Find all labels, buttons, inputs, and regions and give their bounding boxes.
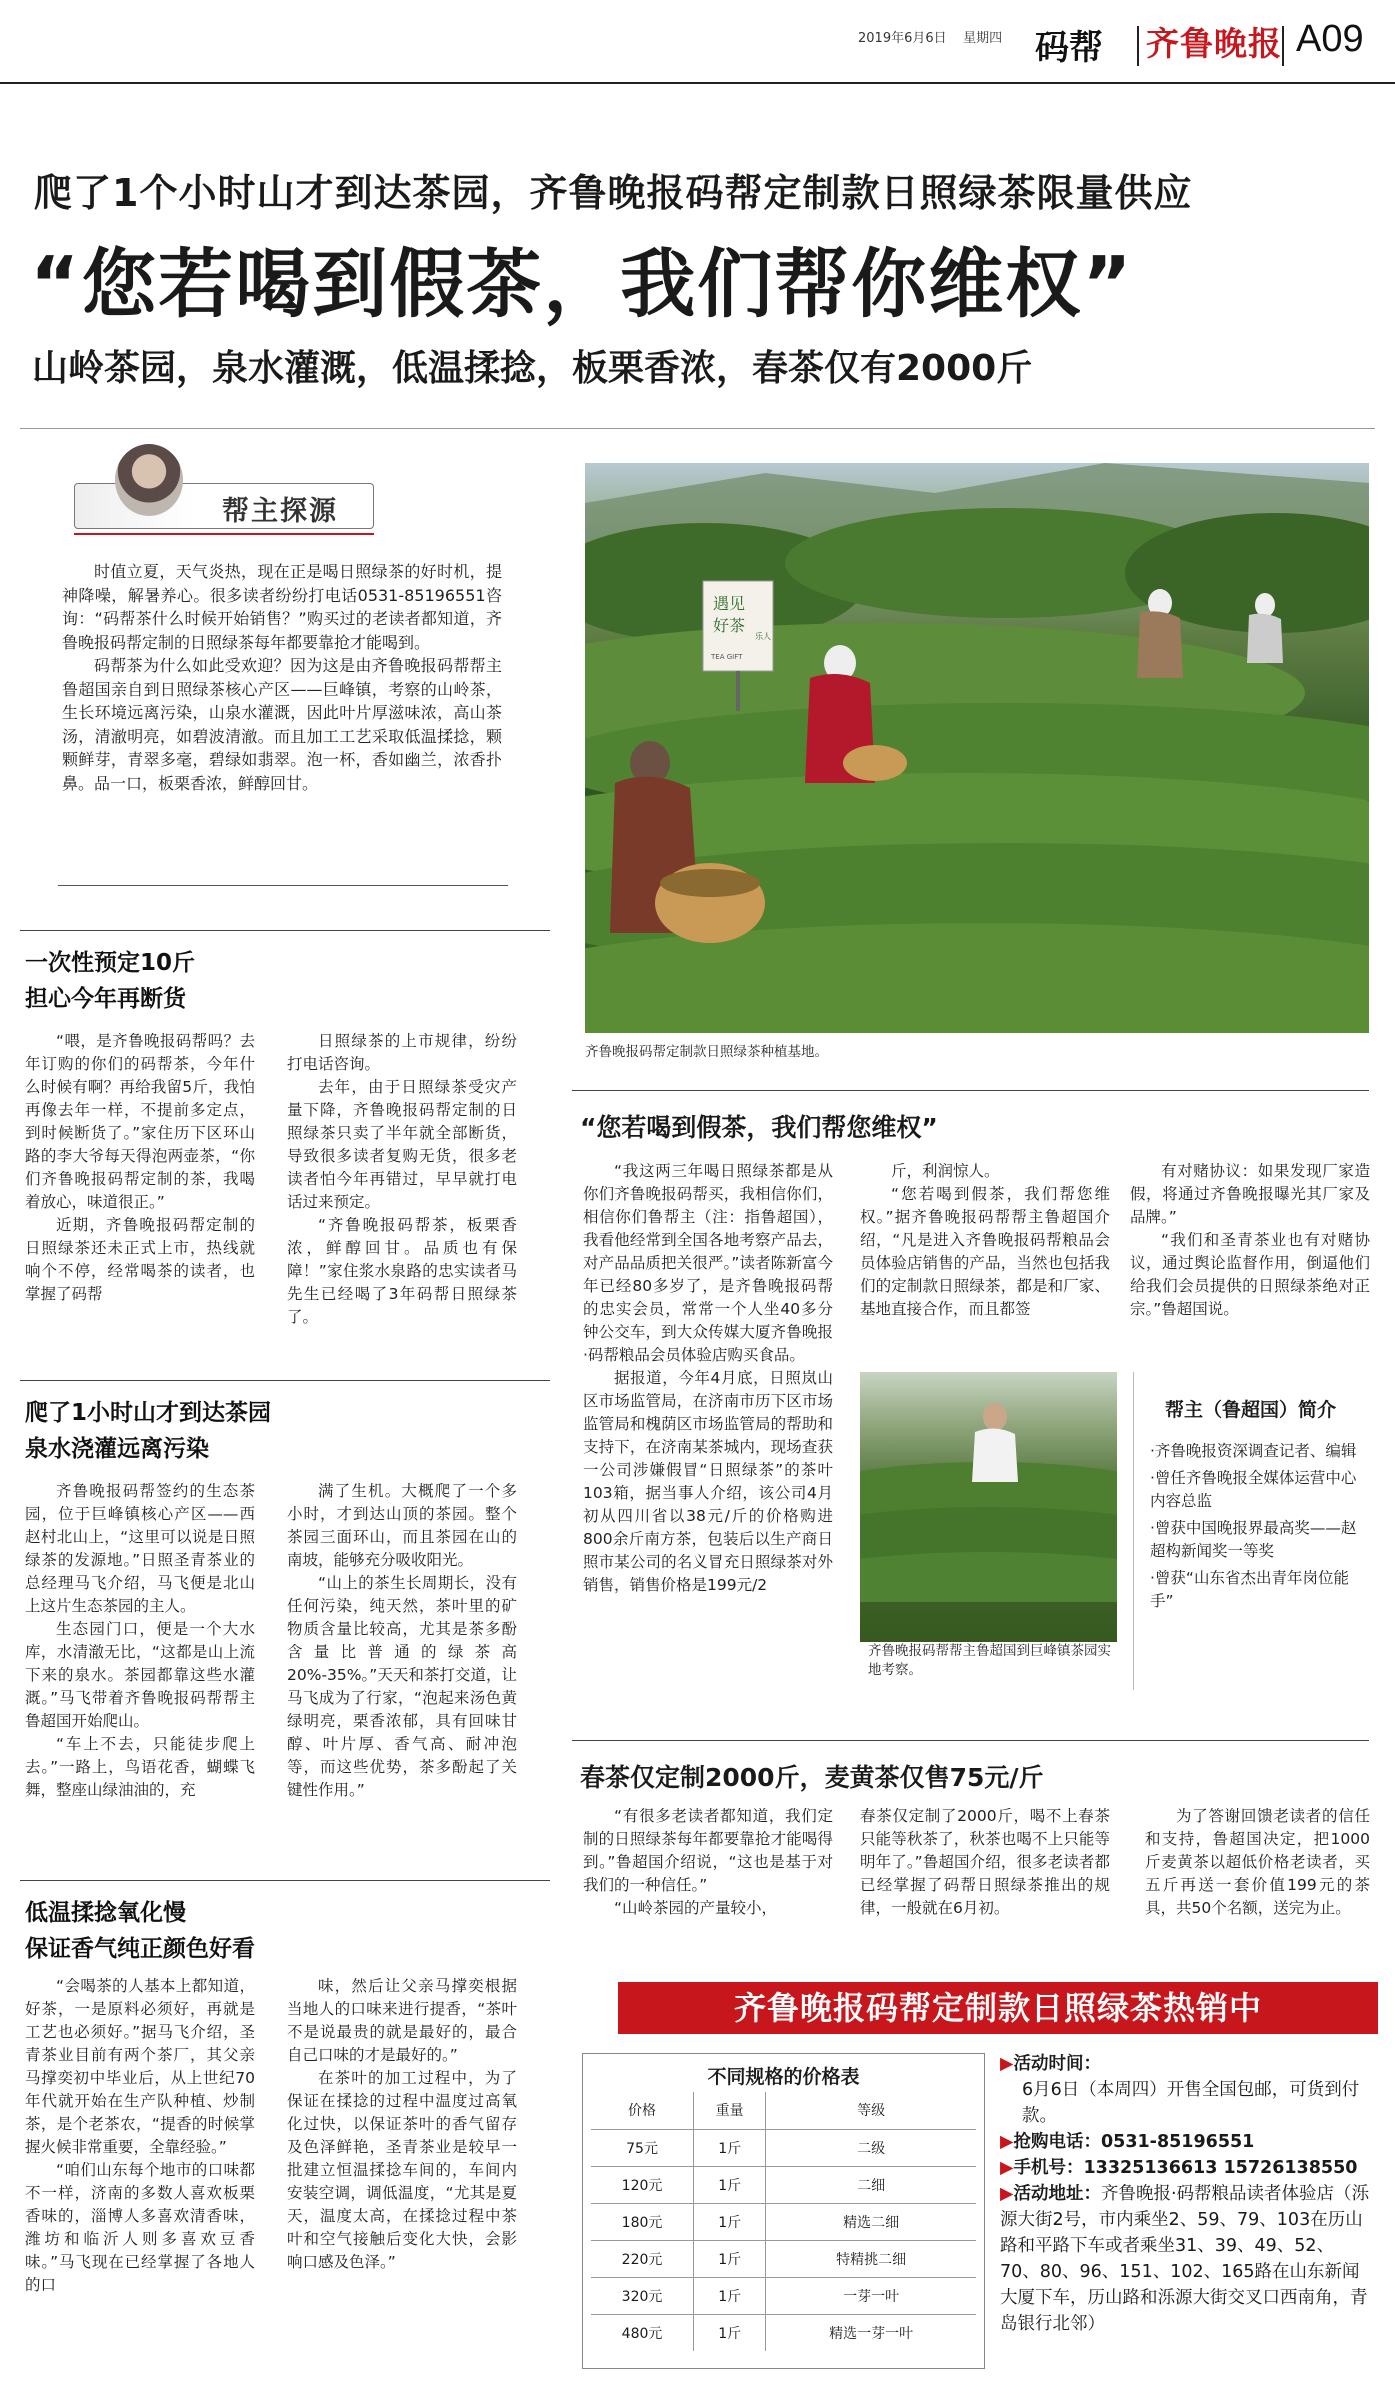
table-cell: 220元 — [591, 2240, 694, 2277]
triangle-icon: ▶ — [1000, 2054, 1014, 2074]
paragraph: 在茶叶的加工过程中，为了保证在揉捻的过程中温度过高氧化过快，以保证茶叶的香气留存及色泽鲜艳，圣青茶业是较早一批建立恒温揉捻车间的，车间内安装空调，调低温度，“尤其是夏天，温度太高，在揉捻过程中茶叶和空气接触后变化大快，会影响口感及色泽。” — [287, 2069, 517, 2271]
sec1-col2 — [287, 1030, 517, 1329]
column-badge-underline — [74, 533, 374, 535]
masthead-paper-logo: 齐鲁晚报 — [1146, 24, 1282, 63]
paragraph: “有很多老读者都知道，我们定制的日照绿茶每年都要靠抢才能喝得到。”鲁超国介绍说，“这也是基于对我们的一种信任。” — [583, 1807, 833, 1894]
lead-text — [62, 560, 502, 795]
table-cell: 二级 — [766, 2129, 976, 2166]
sec4-title: “您若喝到假茶，我们帮您维权” — [580, 1113, 938, 1142]
table-cell: 120元 — [591, 2166, 694, 2203]
table-row — [591, 2314, 976, 2351]
paragraph: “车上不去，只能徒步爬上去。”一路上，鸟语花香，蝴蝶飞舞，整座山绿油油的，充 — [25, 1735, 255, 1799]
photo-small-caption: 齐鲁晚报码帮帮主鲁超国到巨峰镇茶园实地考察。 — [868, 1643, 1111, 1678]
sign-small: TEA GIFT — [711, 653, 743, 661]
inspection-photo — [860, 1372, 1117, 1642]
table-cell: 一芽一叶 — [766, 2277, 976, 2314]
table-header: 等级 — [766, 2092, 976, 2129]
photo-main-caption: 齐鲁晚报码帮定制款日照绿茶种植基地。 — [585, 1044, 828, 1060]
table-header: 重量 — [694, 2092, 766, 2129]
paragraph: “山岭茶园的产量较小， — [614, 1899, 778, 1917]
sec3-col2 — [287, 1975, 517, 2274]
table-cell: 特精挑二细 — [766, 2240, 976, 2277]
sec5-title: 春茶仅定制2000斤，麦黄茶仅售75元/斤 — [580, 1763, 1044, 1792]
table-row — [591, 2240, 976, 2277]
table-cell: 二细 — [766, 2166, 976, 2203]
tea-garden-illustration — [585, 463, 1369, 1033]
inspection-illustration — [860, 1372, 1117, 1602]
headline-main: “您若喝到假茶，我们帮你维权” — [30, 240, 1134, 328]
table-cell: 75元 — [591, 2129, 694, 2166]
address-text: 齐鲁晚报·码帮粮品读者体验店（泺源大街2号，市内乘坐2、59、79、103在历山路和平路下车或者乘坐31、39、49、52、70、80、96、151、102、165路在山东新闻大厦下车，历山路和泺源大街交叉口西南角，青岛银行北邻） — [1000, 2184, 1370, 2334]
headline-rule — [20, 428, 1375, 429]
paragraph: 据报道，今年4月底，日照岚山区市场监管局，在济南市历下区市场监管局和槐荫区市场监管局的帮助和支持下，在济南某茶城内，现场查获一公司涉嫌假冒“日照绿茶”的茶叶103箱，据当事人介绍，该公司4月初从四川省以38元/斤的价格购进800余斤南方茶，包装后以生产商日照市某公司的名义冒充日照绿茶对外销售，销售价格是199元/2 — [583, 1369, 833, 1594]
mobile-number: 13325136613 15726138550 — [1083, 2158, 1358, 2178]
profile-item: ·曾任齐鲁晚报全媒体运营中心内容总监 — [1150, 1469, 1357, 1510]
sec4-col3 — [1130, 1160, 1370, 1321]
lead-paragraph: 时值立夏，天气炎热，现在正是喝日照绿茶的好时机，提神降噪，解暑养心。很多读者纷纷打电话0531-85196551咨询：“码帮茶什么时候开始销售？”购买过的老读者都知道，齐鲁晚报码帮定制的日照绿茶每年都要靠抢才能喝到。 — [62, 562, 502, 652]
sign-line2: 好茶 — [713, 616, 746, 635]
profile-title: 帮主（鲁超国）简介 — [1165, 1399, 1337, 1421]
paragraph: “我这两三年喝日照绿茶都是从你们齐鲁晚报码帮买，我相信你们，相信你们鲁帮主（注：指鲁超国），我看他经常到全国各地考察产品去，对产品品质把关很严。”读者陈新富今年已经80多岁了，是齐鲁晚报码帮的忠实会员，常常一个人坐40多分钟公交车，到大众传媒大厦齐鲁晚报·码帮粮品会员体验店购买食品。 — [583, 1162, 833, 1364]
headline-pre: 爬了1个小时山才到达茶园，齐鲁晚报码帮定制款日照绿茶限量供应 — [34, 171, 1193, 215]
sec1-title2: 担心今年再断货 — [25, 986, 186, 1012]
table-row — [591, 2129, 976, 2166]
table-cell: 精选一芽一叶 — [766, 2314, 976, 2351]
sec3-title1: 低温揉捻氧化慢 — [25, 1900, 186, 1926]
activity-time: ▶活动时间： — [1000, 2054, 1101, 2074]
paragraph: “齐鲁晚报码帮茶，板栗香浓，鲜醇回甘。品质也有保障！”家住浆水泉路的忠实读者马先生已经喝了3年码帮日照绿茶了。 — [287, 1216, 517, 1326]
profile-list — [1150, 1440, 1370, 1613]
sec2-title2: 泉水浇灌远离污染 — [25, 1436, 209, 1462]
section-rule — [572, 1740, 1369, 1741]
table-cell: 480元 — [621, 2325, 663, 2342]
paragraph: 近期，齐鲁晚报码帮定制的日照绿茶还未正式上市，热线就响个不停，经常喝茶的读者，也掌握了码帮 — [25, 1216, 255, 1303]
sec1-title1: 一次性预定10斤 — [25, 950, 196, 976]
sec2-col1 — [25, 1480, 255, 1802]
paragraph: 味，然后让父亲马撑奕根据当地人的口味来进行提香，“茶叶不是说最贵的就是最好的，最合自己口味的才是最好的。” — [287, 1977, 517, 2064]
table-cell: 1斤 — [694, 2277, 766, 2314]
section-rule — [572, 1090, 1369, 1091]
masthead-section: 码帮 — [1035, 28, 1103, 68]
sign-brand: 乐人 — [755, 632, 771, 641]
masthead-divider — [1282, 26, 1284, 66]
masthead-divider — [1137, 26, 1139, 66]
sec4-col2 — [860, 1160, 1110, 1321]
sec2-col2 — [287, 1480, 517, 1802]
activity-phone: ▶抢购电话：0531-85196551 — [1000, 2132, 1255, 2152]
table-cell: 1斤 — [694, 2203, 766, 2240]
section-rule — [20, 1880, 550, 1881]
triangle-icon: ▶ — [1000, 2184, 1014, 2204]
paragraph: 春茶仅定制了2000斤，喝不上春茶只能等秋茶了，秋茶也喝不上只能等明年了。”鲁超国介绍，很多老读者都已经掌握了码帮日照绿茶推出的规律，一般就在6月初。 — [860, 1807, 1110, 1917]
paragraph: 日照绿茶的上市规律，纷纷打电话咨询。 — [287, 1032, 517, 1073]
triangle-icon: ▶ — [1000, 2158, 1014, 2178]
activity-mobile: ▶手机号：13325136613 15726138550 — [1000, 2158, 1358, 2178]
table-cell: 精选二细 — [766, 2203, 976, 2240]
headline-sub: 山岭茶园，泉水灌溉，低温揉捻，板栗香浓，春茶仅有2000斤 — [32, 348, 1033, 389]
sec3-col1 — [25, 1975, 255, 2297]
table-row — [591, 2203, 976, 2240]
table-row — [591, 2166, 976, 2203]
column-badge-label: 帮主探源 — [222, 496, 338, 527]
table-header-row — [591, 2092, 976, 2129]
price-table — [591, 2092, 976, 2351]
avatar — [115, 444, 183, 516]
paragraph: 有对赌协议：如果发现厂家造假，将通过齐鲁晚报曝光其厂家及品牌。” — [1130, 1162, 1370, 1226]
paragraph: 生态园门口，便是一个大水库，水清澈无比，“这都是山上流下来的泉水。茶园都靠这些水灌溉。”马飞带着齐鲁晚报码帮帮主鲁超国开始爬山。 — [25, 1620, 255, 1730]
lead-paragraph: 码帮茶为什么如此受欢迎？因为这是由齐鲁晚报码帮帮主鲁超国亲自到日照绿茶核心产区——巨峰镇，考察的山岭茶，生长环境远离污染，山泉水灌溉，因此叶片厚滋味浓，高山茶汤，清澈明亮，如碧波清澈。而且加工工艺采取低温揉捻，颗颗鲜芽，青翠多毫，碧绿如翡翠。泡一杯，香如幽兰，浓香扑鼻。品一口，板栗香浓，鲜醇回甘。 — [62, 656, 502, 793]
paragraph: “您若喝到假茶，我们帮您维权。”据齐鲁晚报码帮帮主鲁超国介绍，“凡是进入齐鲁晚报码帮粮品会员体验店销售的产品，当然也包括我们的定制款日照绿茶，都是和厂家、基地直接合作，而且都签 — [860, 1185, 1110, 1318]
sec3-title2: 保证香气纯正颜色好看 — [25, 1936, 255, 1962]
profile-item: ·齐鲁晚报资深调查记者、编辑 — [1150, 1442, 1357, 1460]
section-rule — [20, 1380, 550, 1381]
paragraph: “山上的茶生长周期长，没有任何污染，纯天然，茶叶里的矿物质含量比较高，尤其是茶多酚含量比普通的绿茶高20%-35%。”天天和茶打交道，让马飞成为了行家，“泡起来汤色黄绿明亮，栗香浓郁，具有回味甘醇、叶片厚、香气高、耐冲泡等，而这些优势，茶多酚起了关键性作用。” — [287, 1574, 517, 1799]
masthead-date: 2019年6月6日 星期四 — [858, 31, 1003, 46]
paragraph: 为了答谢回馈老读者的信任和支持，鲁超国决定，把1000斤麦黄茶以超低价格老读者，买五斤再送一套价值199元的茶具，共50个名额，送完为止。 — [1145, 1807, 1370, 1917]
table-header: 价格 — [591, 2092, 694, 2129]
triangle-icon: ▶ — [1000, 2132, 1014, 2152]
table-row — [591, 2277, 976, 2314]
lead-rule — [58, 885, 508, 886]
paragraph: “喂，是齐鲁晚报码帮吗？去年订购的你们的码帮茶，今年什么时候有啊？再给我留5斤，我怕再像去年一样，不提前多定点，到时候断货了。”家住历下区环山路的李大爷每天得泡两壶茶，“你们齐鲁晚报码帮定制的茶，我喝着放心，味道很正。” — [25, 1032, 255, 1211]
activity-info — [1000, 2051, 1370, 2337]
masthead-weekday: 星期四 — [963, 31, 1003, 46]
sec5-col2 — [860, 1805, 1110, 1920]
paragraph: “会喝茶的人基本上都知道，好茶，一是原料必须好，再就是工艺也必须好。”据马飞介绍，圣青茶业目前有两个茶厂，其父亲马撑奕初中毕业后，从上世纪70年代就开始在生产队种植、炒制茶，是个老茶农，“提香的时候掌握火候非常重要，全靠经验。” — [25, 1977, 255, 2156]
sec2-title1: 爬了1小时山才到达茶园 — [25, 1400, 272, 1426]
table-cell: 1斤 — [694, 2314, 766, 2351]
paragraph: 齐鲁晚报码帮签约的生态茶园，位于巨峰镇核心产区——西赵村北山上，“这里可以说是日照绿茶的发源地。”日照圣青茶业的总经理马飞介绍，马飞便是北山上这片生态茶园的主人。 — [25, 1482, 255, 1615]
section-rule — [20, 930, 550, 931]
table-cell: 180元 — [591, 2203, 694, 2240]
table-cell: 1斤 — [694, 2240, 766, 2277]
phone-number: 0531-85196551 — [1100, 2132, 1255, 2152]
activity-time-value: 6月6日（本周四）开售全国包邮，可货到付款。 — [1022, 2080, 1360, 2126]
tea-garden-photo — [585, 463, 1369, 1033]
profile-item: ·曾获中国晚报界最高奖——赵超构新闻奖一等奖 — [1150, 1519, 1357, 1560]
sec5-col1 — [583, 1805, 833, 1920]
masthead-rule — [0, 82, 1395, 84]
sec1-col1 — [25, 1030, 255, 1306]
paragraph: 满了生机。大概爬了一个多小时，才到达山顶的茶园。整个茶园三面环山，而且茶园在山的南坡，能够充分吸收阳光。 — [287, 1482, 517, 1569]
table-cell: 1斤 — [694, 2166, 766, 2203]
paragraph: “我们和圣青茶业也有对赌协议，通过舆论监督作用，倒逼他们给我们会员提供的日照绿茶绝对正宗。”鲁超国说。 — [1130, 1231, 1370, 1318]
profile-item: ·曾获“山东省杰出青年岗位能手” — [1150, 1569, 1349, 1610]
activity-address: ▶活动地址：齐鲁晚报·码帮粮品读者体验店（泺源大街2号，市内乘坐2、59、79、103在历山路和平路下车或者乘坐31、39、49、52、70、80、96、151、102、165路在山东新闻大厦下车，历山路和泺源大街交叉口西南角，青岛银行北邻） — [1000, 2184, 1370, 2334]
sign-line1: 遇见 — [713, 594, 746, 613]
table-cell: 1斤 — [694, 2129, 766, 2166]
table-cell: 320元 — [591, 2277, 694, 2314]
sec4-col1 — [583, 1160, 833, 1597]
masthead-page-number: A09 — [1296, 18, 1364, 60]
sec5-col3 — [1145, 1805, 1370, 1920]
paragraph: 斤，利润惊人。 — [891, 1162, 1000, 1180]
promo-banner: 齐鲁晚报码帮定制款日照绿茶热销中 — [618, 1982, 1378, 2034]
price-table-title: 不同规格的价格表 — [707, 2066, 860, 2088]
paragraph: 去年，由于日照绿茶受灾产量下降，齐鲁晚报码帮定制的日照绿茶只卖了半年就全部断货，导致很多读者复购无货，很多老读者怕今年再错过，早早就打电话过来预定。 — [287, 1078, 517, 1211]
paragraph: “咱们山东每个地市的口味都不一样，济南的多数人喜欢板栗香味的，淄博人多喜欢清香味，潍坊和临沂人则多喜欢豆香味。”马飞现在已经掌握了各地人的口 — [25, 2161, 255, 2294]
